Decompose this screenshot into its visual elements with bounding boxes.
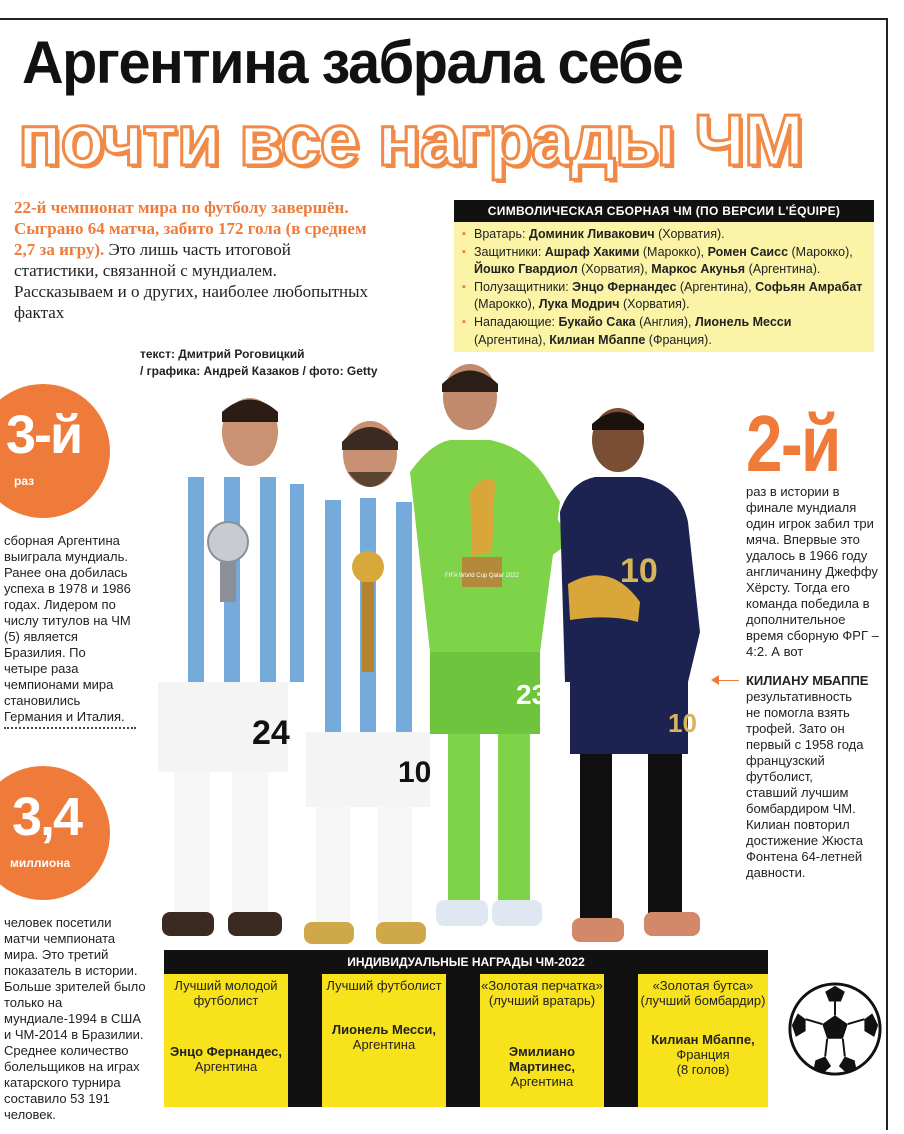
award-country: Аргентина [194,1059,258,1074]
stat3-value: 2-й [746,399,840,488]
team-goalkeeper [462,226,866,244]
stat3-highlight: КИЛИАНУ МБАППЕ [746,673,869,688]
symbolic-team-panel [454,200,874,352]
country: (Марокко), [474,297,539,312]
bullet-icon: ▪ [462,228,466,240]
team-midfielders [462,279,866,314]
lead-paragraph [14,197,376,323]
player-mbappe [560,408,700,942]
player: Йошко Гвардиол [474,262,578,277]
player-fernandez [158,398,320,936]
player: Софьян Амрабат [755,279,863,294]
award-name: Килиан Мбаппе, [651,1032,755,1047]
award-winner [322,1022,446,1052]
player: Ашраф Хакими [544,244,640,259]
bullet-icon: ▪ [462,315,466,328]
jersey-number-10a: 10 [398,756,432,789]
headline-line1: Аргентина забрала себе [22,29,683,96]
label: Защитники: [474,244,545,259]
credit-text: текст: Дмитрий Роговицкий [140,347,305,361]
stat1-value: 3-й [6,405,82,465]
player-messi [304,421,431,944]
award-winner [638,1032,768,1077]
bullet-icon: ▪ [462,245,466,258]
award-title: Лучший футболист [326,978,442,993]
award-title: Лучший молодой футболист [174,978,278,1008]
lead-highlight: 22-й чемпионат мира по футболу завершён. Сыграно 64 матча, забито 172 гола (в среднем 2,7 за игру). [14,198,367,259]
country: (Аргентина), [676,279,756,294]
stat3-text-top: раз в истории в финале мундиаля один игрок забил три мяча. Впервые это удалось в 1966 году англичанину Джеффу Хёрсту. Тогда его команда победила в дополнительное время сборную ФРГ – 4:2. А вот [746,484,879,659]
award-name: Эмилиано Мартинес, [508,1044,576,1074]
team-forwards [462,314,866,349]
trophy-plaque: FIFA World Cup Qatar 2022 [445,573,519,579]
label: Полузащитники: [474,279,573,294]
players-photo [140,352,765,952]
credit-photo: / фото: Getty [302,364,378,378]
stat2-unit: миллиона [10,856,71,870]
player: Лионель Месси [694,314,792,329]
award-country: Аргентина [352,1037,416,1052]
dotted-divider [4,727,136,729]
jersey-number-24: 24 [252,714,290,752]
player-martinez [410,364,570,926]
award-country: Франция [676,1047,730,1062]
award-winner [164,1044,288,1074]
jersey-number-10c: 10 [668,708,697,738]
country: (Марокко), [788,244,853,259]
award-card [164,974,288,1107]
player: Энцо Фернандес [572,279,677,294]
country: (Хорватия). [654,227,725,241]
lead-text: Это лишь часть итоговой статистики, связанной с мундиалем. Рассказываем и о других, наиболее любопытных фактах [14,240,369,322]
team-defenders [462,244,866,279]
headline-line2: почти все награды ЧМ [18,101,803,181]
label: Вратарь: [474,227,529,241]
player: Ромен Саисс [707,244,789,259]
jersey-number-10b: 10 [620,552,658,590]
country: (Хорватия). [619,297,690,312]
symbolic-team-header: СИМВОЛИЧЕСКАЯ СБОРНАЯ ЧМ (ПО ВЕРСИИ L'ÉQUIPE) [454,200,874,222]
award-name: Энцо Фернандес, [170,1044,282,1059]
country: (Франция). [645,332,712,347]
country: (Аргентина), [474,332,550,347]
jersey-number-23: 23 [516,679,548,710]
award-title: «Золотая бутса» (лучший бомбардир) [640,978,766,1008]
award-card [638,974,768,1107]
award-card [322,974,446,1107]
player: Букайо Сака [558,314,636,329]
bullet-icon: ▪ [462,280,466,293]
label: Нападающие: [474,314,559,329]
stat3-text-bottom: результативность не помогла взять трофей. Зато он первый с 1958 года французский футболист, ставший лучшим бомбардиром ЧМ. Килиан повторил достижение Жюста Фонтена 64-летней давности. [746,689,864,880]
player: Доминик Ливакович [528,227,655,241]
stat1-unit: раз [14,474,35,488]
stat2-text: человек посетили матчи чемпионата мира. Это третий показатель в истории. Больше зрителей было только на мундиале-1994 в США и ЧМ-2014 в Бразилии. Среднее количество болельщиков на играх катарского турнира составило 53 191 человек. [4,915,146,1122]
award-name: Лионель Месси, [332,1022,436,1037]
soccer-ball-icon [786,980,884,1078]
awards-panel [164,950,768,1107]
stat2-value: 3,4 [12,787,82,847]
award-card [480,974,604,1107]
award-extra: (8 голов) [676,1062,730,1077]
country: (Марокко), [639,244,708,259]
awards-header: ИНДИВИДУАЛЬНЫЕ НАГРАДЫ ЧМ-2022 [347,955,585,969]
award-country: Аргентина [510,1074,574,1089]
credit-graphics: / графика: Андрей Казаков [140,364,300,378]
country: (Англия), [635,314,695,329]
country: (Аргентина). [745,262,821,277]
symbolic-team-list [454,222,874,349]
award-winner [480,1044,604,1089]
player: Лука Модрич [538,297,620,312]
player: Маркос Акунья [651,262,746,277]
player: Килиан Мбаппе [549,332,646,347]
country: (Хорватия), [577,262,652,277]
stat1-text: сборная Аргентина выиграла мундиаль. Ранее она добилась успеха в 1978 и 1986 годах. Лидером по числу титулов на ЧМ (5) является Бразилия. По четыре раза чемпионами мира становились Германия и Италия. [4,533,131,724]
award-title: «Золотая перчатка» (лучший вратарь) [481,978,603,1008]
